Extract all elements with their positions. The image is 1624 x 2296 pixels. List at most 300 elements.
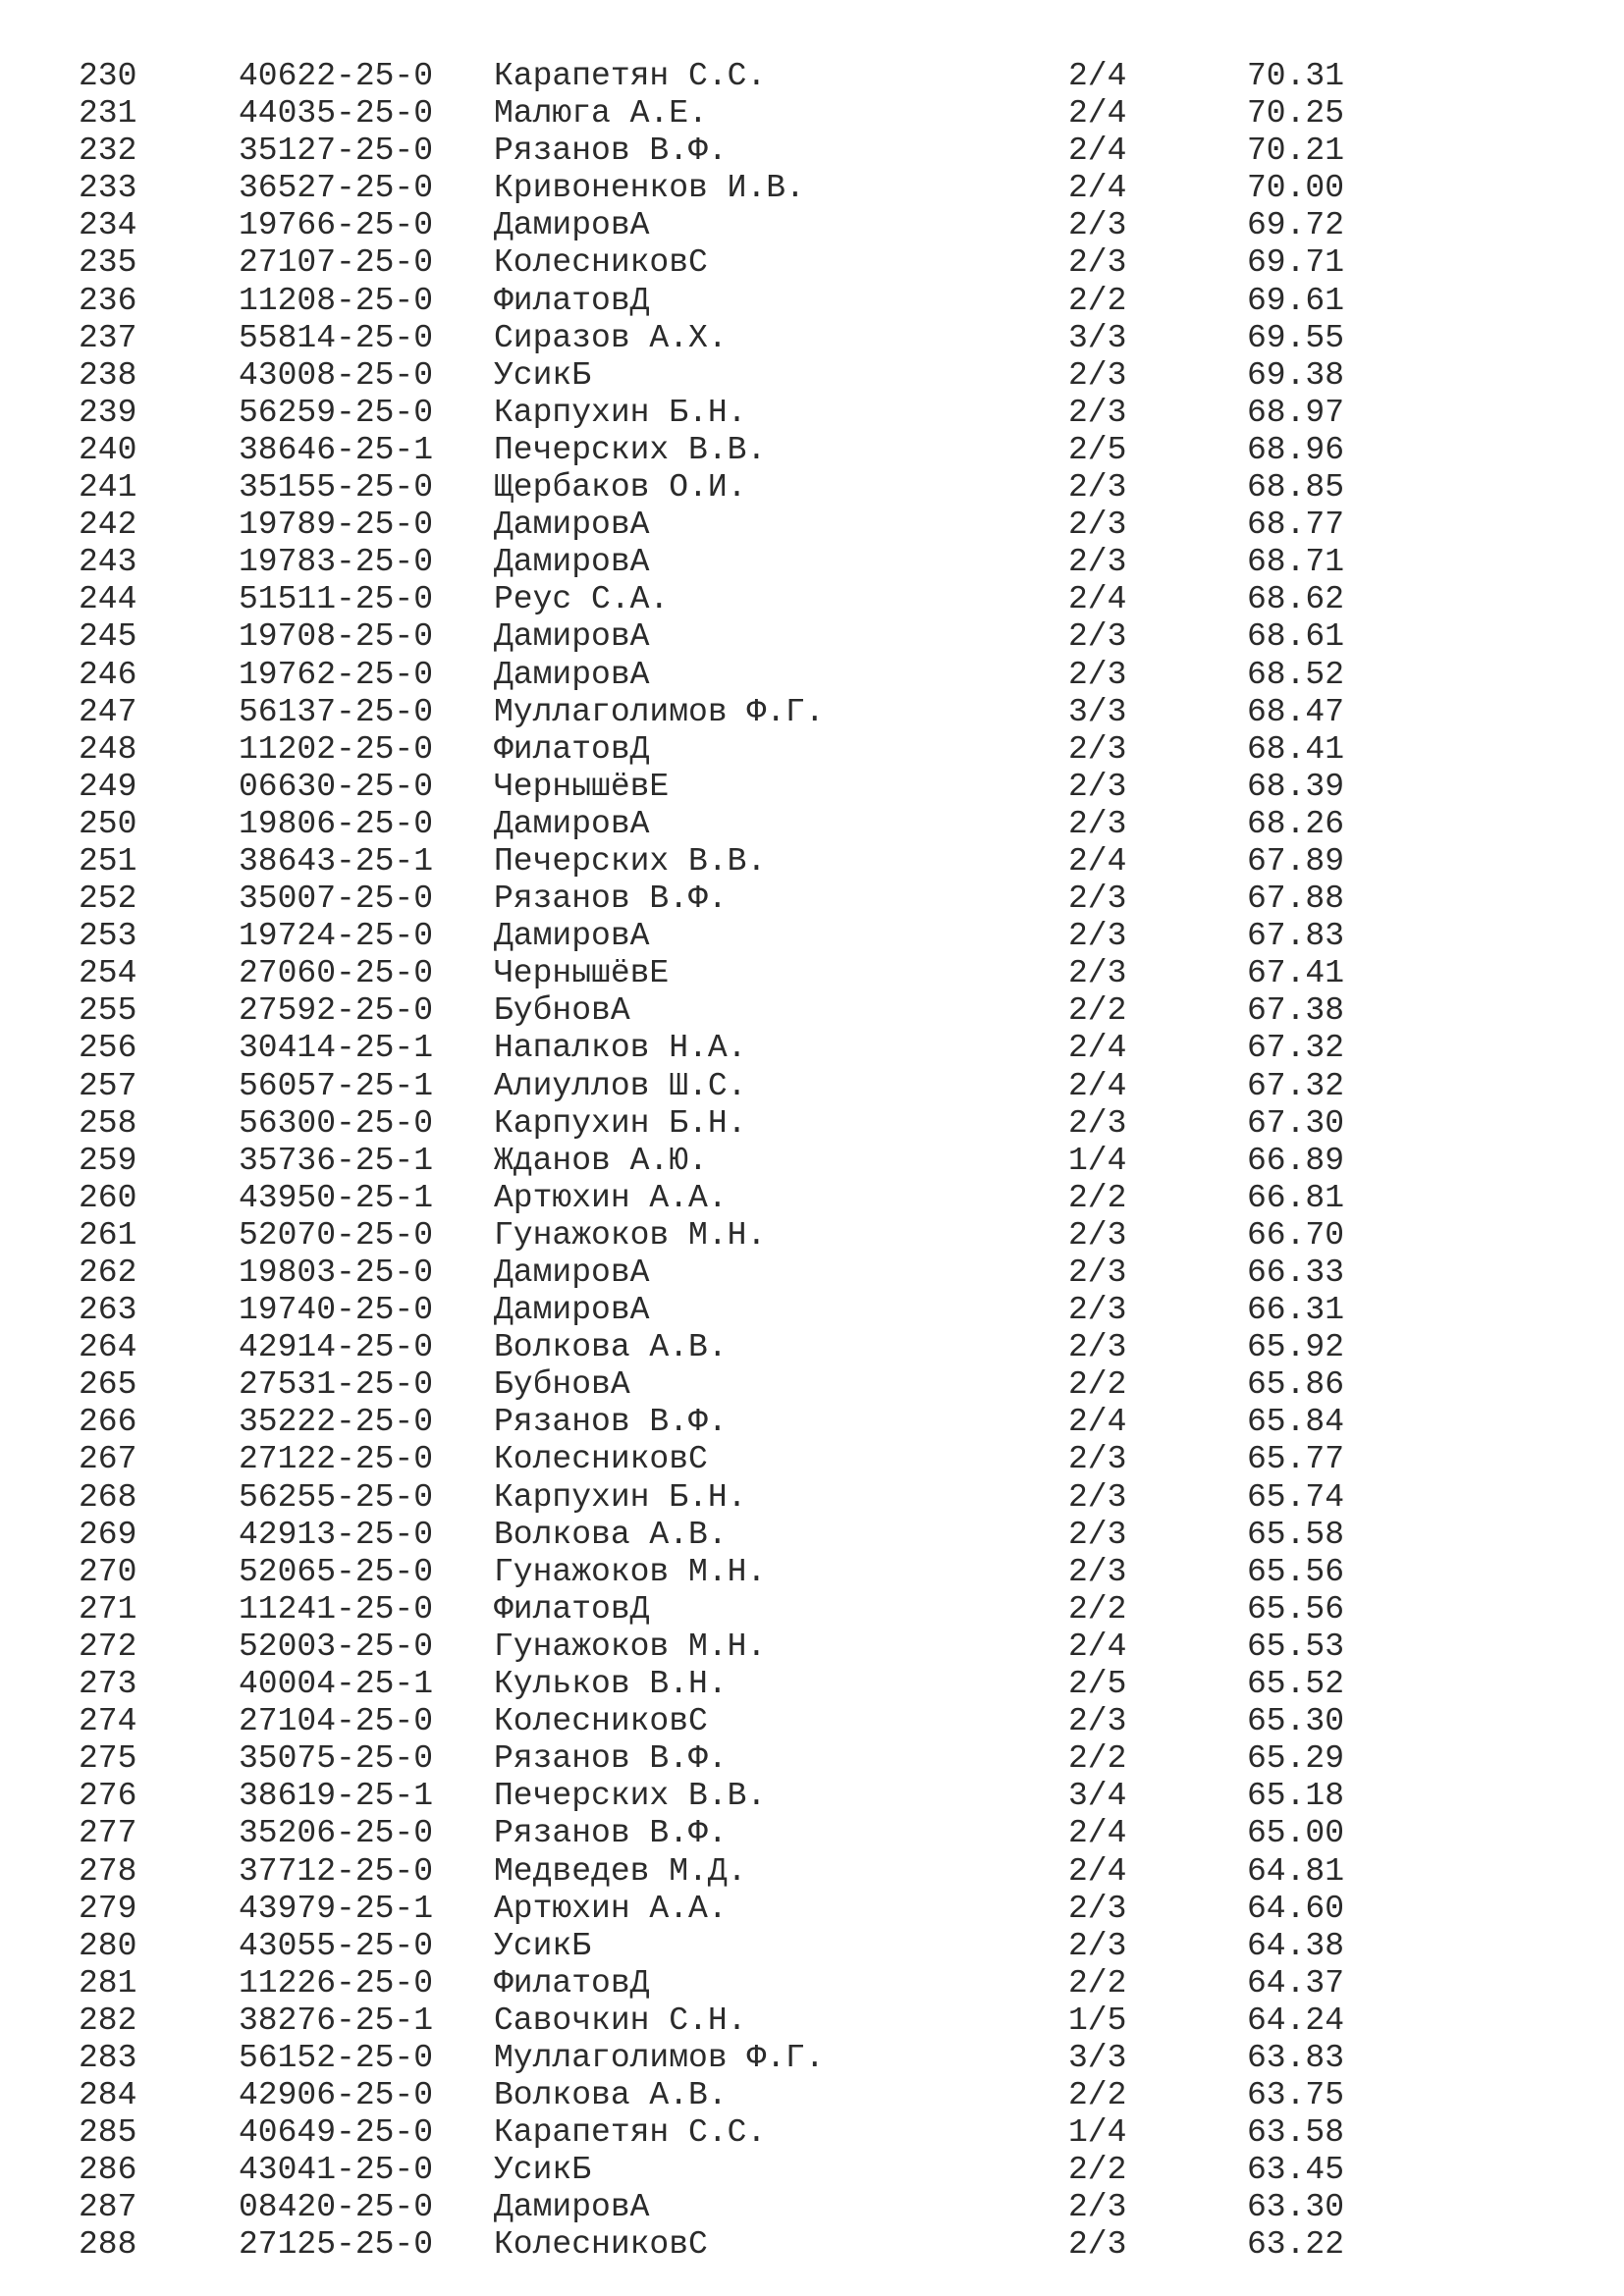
ratio-value: 2/3 <box>1068 1927 1127 1964</box>
row-number: 261 <box>79 1216 137 1254</box>
score-value: 65.74 <box>1247 1478 1345 1516</box>
entry-code: 36527-25-0 <box>239 170 434 207</box>
ratio-value: 3/3 <box>1068 319 1127 356</box>
ratio-value: 2/4 <box>1068 133 1127 170</box>
list-item <box>0 1554 1624 1591</box>
score-value: 67.89 <box>1247 842 1345 880</box>
list-item <box>0 207 1624 244</box>
person-name: Савочкин С.Н. <box>494 2002 747 2039</box>
entry-code: 27531-25-0 <box>239 1366 434 1404</box>
person-name: ДамировА <box>494 2189 650 2226</box>
ratio-value: 2/4 <box>1068 842 1127 880</box>
entry-code: 43055-25-0 <box>239 1927 434 1964</box>
ratio-value: 2/3 <box>1068 618 1127 656</box>
entry-code: 30414-25-1 <box>239 1030 434 1067</box>
row-number: 241 <box>79 469 137 507</box>
entry-code: 40649-25-0 <box>239 2114 434 2152</box>
entry-code: 35155-25-0 <box>239 469 434 507</box>
person-name: ФилатовД <box>494 730 650 768</box>
row-number: 237 <box>79 319 137 356</box>
person-name: Карпухин Б.Н. <box>494 394 747 431</box>
person-name: Карапетян С.С. <box>494 2114 767 2152</box>
ratio-value: 2/3 <box>1068 469 1127 507</box>
list-item <box>0 806 1624 843</box>
row-number: 243 <box>79 544 137 581</box>
row-number: 255 <box>79 992 137 1030</box>
person-name: Жданов А.Ю. <box>494 1142 708 1179</box>
ratio-value: 2/3 <box>1068 1478 1127 1516</box>
score-value: 67.83 <box>1247 918 1345 955</box>
row-number: 285 <box>79 2114 137 2152</box>
person-name: Гунажоков М.Н. <box>494 1553 767 1590</box>
entry-code: 08420-25-0 <box>239 2189 434 2226</box>
row-number: 266 <box>79 1404 137 1441</box>
ratio-value: 2/2 <box>1068 2152 1127 2189</box>
ratio-value: 2/3 <box>1068 1329 1127 1366</box>
list-item <box>0 1030 1624 1067</box>
row-number: 231 <box>79 95 137 133</box>
list-item <box>0 581 1624 618</box>
person-name: Печерских В.В. <box>494 842 767 880</box>
row-number: 260 <box>79 1179 137 1216</box>
ratio-value: 2/3 <box>1068 730 1127 768</box>
score-value: 68.85 <box>1247 469 1345 507</box>
entry-code: 43041-25-0 <box>239 2152 434 2189</box>
person-name: ДамировА <box>494 918 650 955</box>
ratio-value: 2/3 <box>1068 881 1127 918</box>
score-value: 66.33 <box>1247 1255 1345 1291</box>
list-item <box>0 432 1624 469</box>
list-item <box>0 469 1624 507</box>
list-item <box>0 618 1624 656</box>
score-value: 64.37 <box>1247 1964 1345 2002</box>
entry-code: 19766-25-0 <box>239 207 434 244</box>
person-name: Артюхин А.А. <box>494 1179 728 1216</box>
row-number: 271 <box>79 1590 137 1628</box>
ratio-value: 2/3 <box>1068 1553 1127 1590</box>
ratio-value: 2/3 <box>1068 1292 1127 1329</box>
entry-code: 19789-25-0 <box>239 507 434 544</box>
entry-code: 27122-25-0 <box>239 1441 434 1478</box>
list-item <box>0 2114 1624 2152</box>
list-item <box>0 2152 1624 2189</box>
entry-code: 52065-25-0 <box>239 1553 434 1590</box>
person-name: ДамировА <box>494 1255 650 1291</box>
entry-code: 06630-25-0 <box>239 768 434 805</box>
list-item <box>0 694 1624 731</box>
score-value: 67.30 <box>1247 1104 1345 1142</box>
score-value: 63.45 <box>1247 2152 1345 2189</box>
score-value: 65.53 <box>1247 1628 1345 1665</box>
score-value: 64.81 <box>1247 1852 1345 1890</box>
person-name: Печерских В.В. <box>494 1778 767 1815</box>
list-item <box>0 1143 1624 1180</box>
list-item <box>0 1255 1624 1292</box>
list-item <box>0 1517 1624 1554</box>
person-name: ФилатовД <box>494 1964 650 2002</box>
score-value: 65.30 <box>1247 1703 1345 1740</box>
entry-code: 19740-25-0 <box>239 1292 434 1329</box>
score-value: 67.32 <box>1247 1030 1345 1067</box>
score-value: 68.41 <box>1247 730 1345 768</box>
ratio-value: 1/4 <box>1068 2114 1127 2152</box>
score-value: 69.61 <box>1247 282 1345 319</box>
row-number: 238 <box>79 356 137 394</box>
entry-code: 35736-25-1 <box>239 1142 434 1179</box>
score-value: 66.89 <box>1247 1142 1345 1179</box>
person-name: Волкова А.В. <box>494 1329 728 1366</box>
score-value: 69.38 <box>1247 356 1345 394</box>
score-value: 68.52 <box>1247 656 1345 693</box>
entry-code: 38646-25-1 <box>239 431 434 468</box>
person-name: УсикБ <box>494 2152 592 2189</box>
score-value: 67.41 <box>1247 955 1345 992</box>
ratio-value: 2/2 <box>1068 1964 1127 2002</box>
person-name: ДамировА <box>494 618 650 656</box>
ratio-value: 2/3 <box>1068 1890 1127 1927</box>
row-number: 254 <box>79 955 137 992</box>
row-number: 233 <box>79 170 137 207</box>
score-value: 63.58 <box>1247 2114 1345 2152</box>
list-item <box>0 1703 1624 1740</box>
ratio-value: 3/3 <box>1068 693 1127 730</box>
score-value: 66.81 <box>1247 1179 1345 1216</box>
row-number: 246 <box>79 656 137 693</box>
entry-code: 35206-25-0 <box>239 1815 434 1852</box>
ratio-value: 1/4 <box>1068 1142 1127 1179</box>
list-item <box>0 2077 1624 2114</box>
person-name: Рязанов В.Ф. <box>494 881 728 918</box>
score-value: 68.96 <box>1247 431 1345 468</box>
score-value: 70.31 <box>1247 58 1345 94</box>
score-value: 68.47 <box>1247 693 1345 730</box>
ratio-value: 2/4 <box>1068 581 1127 618</box>
entry-code: 19724-25-0 <box>239 918 434 955</box>
list-item <box>0 657 1624 694</box>
person-name: Кульков В.Н. <box>494 1666 728 1703</box>
entry-code: 19762-25-0 <box>239 656 434 693</box>
ratio-value: 2/3 <box>1068 507 1127 544</box>
entry-code: 43008-25-0 <box>239 356 434 394</box>
ratio-value: 2/4 <box>1068 58 1127 94</box>
row-number: 277 <box>79 1815 137 1852</box>
ratio-value: 2/3 <box>1068 656 1127 693</box>
list-item <box>0 1815 1624 1852</box>
ratio-value: 3/3 <box>1068 2039 1127 2076</box>
score-value: 64.60 <box>1247 1890 1345 1927</box>
ratio-value: 2/3 <box>1068 244 1127 282</box>
ratio-value: 2/4 <box>1068 1628 1127 1665</box>
person-name: Печерских В.В. <box>494 431 767 468</box>
score-value: 68.77 <box>1247 507 1345 544</box>
ratio-value: 2/5 <box>1068 1666 1127 1703</box>
score-value: 65.29 <box>1247 1740 1345 1778</box>
ratio-value: 2/2 <box>1068 1179 1127 1216</box>
ratio-value: 2/2 <box>1068 2077 1127 2114</box>
list-item <box>0 1965 1624 2002</box>
person-name: ДамировА <box>494 544 650 581</box>
list-item <box>0 1366 1624 1404</box>
row-number: 283 <box>79 2039 137 2076</box>
person-name: ФилатовД <box>494 282 650 319</box>
person-name: Рязанов В.Ф. <box>494 1740 728 1778</box>
row-number: 286 <box>79 2152 137 2189</box>
person-name: ДамировА <box>494 1292 650 1329</box>
entry-code: 19783-25-0 <box>239 544 434 581</box>
score-value: 65.92 <box>1247 1329 1345 1366</box>
row-number: 234 <box>79 207 137 244</box>
entry-code: 56259-25-0 <box>239 394 434 431</box>
entry-code: 52070-25-0 <box>239 1216 434 1254</box>
row-number: 239 <box>79 394 137 431</box>
score-value: 64.24 <box>1247 2002 1345 2039</box>
score-value: 65.56 <box>1247 1553 1345 1590</box>
score-value: 68.71 <box>1247 544 1345 581</box>
entry-code: 56300-25-0 <box>239 1104 434 1142</box>
row-number: 262 <box>79 1255 137 1291</box>
row-number: 281 <box>79 1964 137 2002</box>
row-number: 275 <box>79 1740 137 1778</box>
row-number: 276 <box>79 1778 137 1815</box>
ratio-value: 2/4 <box>1068 95 1127 133</box>
row-number: 279 <box>79 1890 137 1927</box>
list-item <box>0 170 1624 207</box>
person-name: Рязанов В.Ф. <box>494 133 728 170</box>
row-number: 278 <box>79 1852 137 1890</box>
person-name: ЧернышёвЕ <box>494 768 670 805</box>
ratio-value: 1/5 <box>1068 2002 1127 2039</box>
entry-code: 35075-25-0 <box>239 1740 434 1778</box>
row-number: 269 <box>79 1516 137 1553</box>
person-name: Волкова А.В. <box>494 2077 728 2114</box>
row-number: 259 <box>79 1142 137 1179</box>
row-number: 242 <box>79 507 137 544</box>
score-value: 70.00 <box>1247 170 1345 207</box>
score-value: 68.62 <box>1247 581 1345 618</box>
entry-code: 43950-25-1 <box>239 1179 434 1216</box>
score-value: 68.97 <box>1247 394 1345 431</box>
score-value: 65.77 <box>1247 1441 1345 1478</box>
ratio-value: 2/3 <box>1068 544 1127 581</box>
score-value: 68.61 <box>1247 618 1345 656</box>
list-item <box>0 881 1624 918</box>
ratio-value: 3/4 <box>1068 1778 1127 1815</box>
row-number: 235 <box>79 244 137 282</box>
score-value: 63.83 <box>1247 2039 1345 2076</box>
entry-code: 35007-25-0 <box>239 881 434 918</box>
list-item <box>0 1778 1624 1815</box>
ratio-value: 2/4 <box>1068 1067 1127 1104</box>
ratio-value: 2/3 <box>1068 955 1127 992</box>
person-name: Гунажоков М.Н. <box>494 1216 767 1254</box>
score-value: 66.31 <box>1247 1292 1345 1329</box>
ratio-value: 2/3 <box>1068 207 1127 244</box>
list-item <box>0 2189 1624 2226</box>
score-value: 69.71 <box>1247 244 1345 282</box>
score-value: 65.58 <box>1247 1516 1345 1553</box>
score-value: 65.52 <box>1247 1666 1345 1703</box>
list-item <box>0 918 1624 955</box>
score-value: 65.00 <box>1247 1815 1345 1852</box>
list-item <box>0 283 1624 320</box>
row-number: 256 <box>79 1030 137 1067</box>
person-name: Медведев М.Д. <box>494 1852 747 1890</box>
person-name: Артюхин А.А. <box>494 1890 728 1927</box>
list-item <box>0 1591 1624 1629</box>
person-name: Реус С.А. <box>494 581 670 618</box>
row-number: 282 <box>79 2002 137 2039</box>
row-number: 232 <box>79 133 137 170</box>
row-number: 250 <box>79 805 137 842</box>
ratio-value: 2/3 <box>1068 1216 1127 1254</box>
row-number: 251 <box>79 842 137 880</box>
person-name: БубновА <box>494 992 630 1030</box>
person-name: Кривоненков И.В. <box>494 170 805 207</box>
list-item <box>0 731 1624 769</box>
entry-code: 27107-25-0 <box>239 244 434 282</box>
row-number: 264 <box>79 1329 137 1366</box>
person-name: ДамировА <box>494 207 650 244</box>
ratio-value: 2/3 <box>1068 1255 1127 1291</box>
ratio-value: 2/3 <box>1068 2226 1127 2264</box>
ratio-value: 2/3 <box>1068 1703 1127 1740</box>
list-item <box>0 1740 1624 1778</box>
entry-code: 37712-25-0 <box>239 1852 434 1890</box>
list-item <box>0 1105 1624 1143</box>
person-name: КолесниковС <box>494 1441 708 1478</box>
ratio-value: 2/3 <box>1068 1516 1127 1553</box>
row-number: 272 <box>79 1628 137 1665</box>
ratio-value: 2/4 <box>1068 1030 1127 1067</box>
entry-code: 40004-25-1 <box>239 1666 434 1703</box>
list-item <box>0 1292 1624 1329</box>
score-value: 65.86 <box>1247 1366 1345 1404</box>
list-item <box>0 1068 1624 1105</box>
score-value: 66.70 <box>1247 1216 1345 1254</box>
row-number: 253 <box>79 918 137 955</box>
list-item <box>0 395 1624 432</box>
row-number: 274 <box>79 1703 137 1740</box>
entry-code: 19806-25-0 <box>239 805 434 842</box>
score-value: 70.25 <box>1247 95 1345 133</box>
entry-code: 38276-25-1 <box>239 2002 434 2039</box>
list-item <box>0 1329 1624 1366</box>
score-value: 70.21 <box>1247 133 1345 170</box>
ratio-value: 2/4 <box>1068 1852 1127 1890</box>
score-value: 67.88 <box>1247 881 1345 918</box>
person-name: КолесниковС <box>494 2226 708 2264</box>
list-item <box>0 1666 1624 1703</box>
entry-code: 44035-25-0 <box>239 95 434 133</box>
person-name: ДамировА <box>494 656 650 693</box>
person-name: Карпухин Б.Н. <box>494 1478 747 1516</box>
person-name: Гунажоков М.Н. <box>494 1628 767 1665</box>
ratio-value: 2/3 <box>1068 1441 1127 1478</box>
score-value: 69.72 <box>1247 207 1345 244</box>
score-value: 63.75 <box>1247 2077 1345 2114</box>
score-value: 67.32 <box>1247 1067 1345 1104</box>
entry-code: 19708-25-0 <box>239 618 434 656</box>
ratio-value: 2/3 <box>1068 805 1127 842</box>
score-value: 63.30 <box>1247 2189 1345 2226</box>
row-number: 257 <box>79 1067 137 1104</box>
score-value: 65.84 <box>1247 1404 1345 1441</box>
ratio-value: 2/2 <box>1068 992 1127 1030</box>
person-name: Малюга А.Е. <box>494 95 708 133</box>
score-value: 63.22 <box>1247 2226 1345 2264</box>
entry-code: 11208-25-0 <box>239 282 434 319</box>
list-item <box>0 133 1624 170</box>
person-name: УсикБ <box>494 1927 592 1964</box>
ratio-value: 2/3 <box>1068 918 1127 955</box>
row-number: 273 <box>79 1666 137 1703</box>
list-item <box>0 544 1624 581</box>
person-name: УсикБ <box>494 356 592 394</box>
entry-code: 42913-25-0 <box>239 1516 434 1553</box>
entry-code: 52003-25-0 <box>239 1628 434 1665</box>
row-number: 265 <box>79 1366 137 1404</box>
person-name: КолесниковС <box>494 244 708 282</box>
list-item <box>0 992 1624 1030</box>
ratio-value: 2/4 <box>1068 170 1127 207</box>
entry-code: 40622-25-0 <box>239 58 434 94</box>
list-item <box>0 1479 1624 1517</box>
ratio-value: 2/3 <box>1068 394 1127 431</box>
row-number: 244 <box>79 581 137 618</box>
row-number: 270 <box>79 1553 137 1590</box>
list-item <box>0 843 1624 881</box>
ratio-value: 2/3 <box>1068 768 1127 805</box>
entry-code: 11226-25-0 <box>239 1964 434 2002</box>
ratio-value: 2/2 <box>1068 1366 1127 1404</box>
entry-code: 55814-25-0 <box>239 319 434 356</box>
list-item <box>0 320 1624 357</box>
person-name: Волкова А.В. <box>494 1516 728 1553</box>
ratio-value: 2/3 <box>1068 2189 1127 2226</box>
row-number: 245 <box>79 618 137 656</box>
person-name: Муллаголимов Ф.Г. <box>494 2039 825 2076</box>
entry-code: 43979-25-1 <box>239 1890 434 1927</box>
entry-code: 19803-25-0 <box>239 1255 434 1291</box>
score-value: 64.38 <box>1247 1927 1345 1964</box>
person-name: Карапетян С.С. <box>494 58 767 94</box>
list-item <box>0 1928 1624 1965</box>
entry-code: 56137-25-0 <box>239 693 434 730</box>
list-item <box>0 1629 1624 1666</box>
ratio-value: 2/3 <box>1068 1104 1127 1142</box>
list-item <box>0 357 1624 395</box>
entry-code: 38619-25-1 <box>239 1778 434 1815</box>
score-value: 65.18 <box>1247 1778 1345 1815</box>
row-number: 280 <box>79 1927 137 1964</box>
entry-code: 38643-25-1 <box>239 842 434 880</box>
entry-code: 27104-25-0 <box>239 1703 434 1740</box>
score-value: 65.56 <box>1247 1590 1345 1628</box>
list-item <box>0 1180 1624 1217</box>
row-number: 248 <box>79 730 137 768</box>
person-name: Муллаголимов Ф.Г. <box>494 693 825 730</box>
ratio-value: 2/2 <box>1068 282 1127 319</box>
person-name: Рязанов В.Ф. <box>494 1815 728 1852</box>
person-name: ЧернышёвЕ <box>494 955 670 992</box>
list-item <box>0 2040 1624 2077</box>
ratio-value: 2/4 <box>1068 1815 1127 1852</box>
person-name: БубновА <box>494 1366 630 1404</box>
entry-code: 27125-25-0 <box>239 2226 434 2264</box>
entry-code: 42906-25-0 <box>239 2077 434 2114</box>
list-item <box>0 2226 1624 2264</box>
ratio-value: 2/4 <box>1068 1404 1127 1441</box>
